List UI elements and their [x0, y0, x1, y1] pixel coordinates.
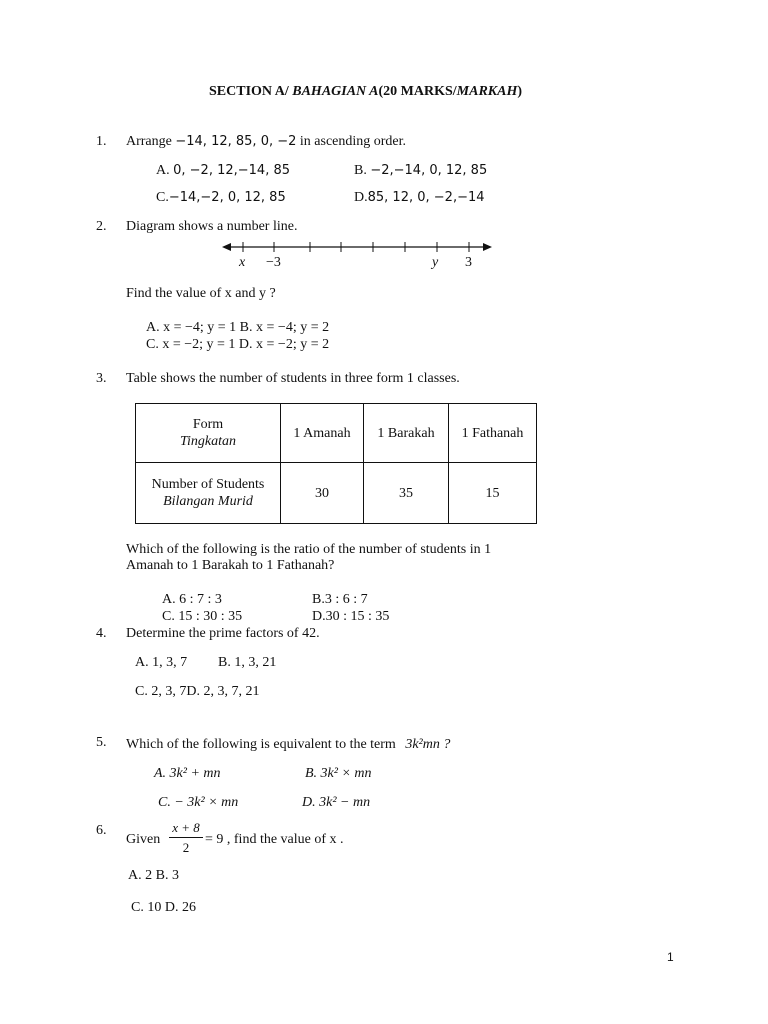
q2-prompt: Find the value of x and y ? — [126, 286, 276, 301]
section-title — [209, 84, 522, 100]
question-number: 5. — [96, 735, 107, 750]
q6-given: Given — [126, 832, 161, 847]
question-number: 4. — [96, 626, 107, 641]
q5-text: Which of the following is equivalent to the term — [126, 737, 396, 752]
q3-option-b: B.3 : 6 : 7 — [312, 592, 368, 607]
section-title-part: BAHAGIAN A — [292, 84, 379, 99]
q1-option-d — [354, 190, 485, 206]
question-number: 2. — [96, 219, 107, 234]
option-value: 0, −2, 12,−14, 85 — [173, 163, 291, 178]
table-cell: 30 — [281, 463, 364, 524]
q6-options-a-b: A. 2 B. 3 — [128, 868, 179, 883]
number-line-label-x: x — [239, 255, 246, 270]
table-row-header-cell — [136, 463, 281, 524]
q6-options-c-d: C. 10 D. 26 — [131, 900, 196, 915]
table-cell: 35 — [364, 463, 449, 524]
question-number: 3. — [96, 371, 107, 386]
q6-numerator: x + 8 — [172, 820, 200, 835]
q5-option-c: C. − 3k² × mn — [158, 795, 239, 810]
q5-term: 3k²mn ? — [405, 737, 451, 752]
q3-option-d: D.30 : 15 : 35 — [312, 609, 390, 624]
question-2-text: Diagram shows a number line. — [126, 219, 298, 234]
q2-options-row-2: C. x = −2; y = 1 D. x = −2; y = 2 — [146, 337, 330, 352]
q3-question-line-2: Amanah to 1 Barakah to 1 Fathanah? — [126, 558, 335, 573]
number-line — [220, 238, 496, 258]
students-table — [135, 403, 537, 524]
q1-option-b — [354, 163, 487, 179]
section-title-part: (20 MARKS/ — [378, 84, 457, 99]
option-label: C. — [156, 190, 169, 205]
table-row-header-text: Number of Students — [151, 477, 265, 492]
q5-option-b: B. 3k² × mn — [305, 766, 372, 781]
table-header-cell: 1 Barakah — [364, 404, 449, 463]
q1-option-a — [156, 163, 290, 179]
q6-rest: = 9 , find the value of x . — [205, 832, 344, 847]
table-header-cell: 1 Amanah — [281, 404, 364, 463]
q2-options-row-1: A. x = −4; y = 1 B. x = −4; y = 2 — [146, 320, 330, 335]
question-1-text — [126, 134, 406, 150]
section-title-part: SECTION A/ — [209, 84, 293, 99]
table-cell: 15 — [449, 463, 537, 524]
q1-option-c — [156, 190, 286, 206]
section-title-part: ) — [517, 84, 523, 99]
left-arrow-icon — [222, 243, 231, 251]
q5-option-d: D. 3k² − mn — [302, 795, 371, 810]
number-line-label-y: y — [432, 255, 439, 270]
q3-option-a: A. 6 : 7 : 3 — [162, 592, 222, 607]
question-4-text: Determine the prime factors of 42. — [126, 626, 320, 641]
table-header-cell — [136, 404, 281, 463]
table-header-text-italic: Tingkatan — [179, 434, 236, 449]
option-value: −2,−14, 0, 12, 85 — [370, 163, 488, 178]
q3-question-line-1: Which of the following is the ratio of the number of students in 1 — [126, 542, 492, 557]
right-arrow-icon — [483, 243, 492, 251]
q1-prefix: Arrange — [126, 134, 172, 149]
option-label: A. — [156, 163, 170, 178]
question-3-text: Table shows the number of students in three form 1 classes. — [126, 371, 460, 386]
option-label: D. — [354, 190, 368, 205]
q3-option-c: C. 15 : 30 : 35 — [162, 609, 243, 624]
question-number: 1. — [96, 134, 107, 149]
number-line-label-minus3: −3 — [266, 255, 281, 270]
fraction-bar — [169, 837, 203, 838]
page-number: 1 — [667, 950, 674, 964]
table-row — [136, 463, 537, 524]
table-row-header-text-italic: Bilangan Murid — [163, 494, 253, 509]
table-header-cell: 1 Fathanah — [449, 404, 537, 463]
q4-option-a: A. 1, 3, 7 — [135, 655, 188, 670]
table-row — [136, 404, 537, 463]
q4-options-c-d: C. 2, 3, 7D. 2, 3, 7, 21 — [135, 684, 260, 699]
q5-option-a: A. 3k² + mn — [154, 766, 221, 781]
q1-list: −14, 12, 85, 0, −2 — [175, 134, 297, 149]
q4-option-b: B. 1, 3, 21 — [218, 655, 277, 670]
q1-suffix: in ascending order. — [299, 134, 407, 149]
option-value: −14,−2, 0, 12, 85 — [168, 190, 286, 205]
option-value: 85, 12, 0, −2,−14 — [367, 190, 485, 205]
question-number: 6. — [96, 823, 107, 838]
number-line-label-3: 3 — [465, 255, 472, 270]
table-header-text: Form — [192, 417, 224, 432]
section-title-part: MARKAH — [456, 84, 518, 99]
question-5-text — [126, 737, 450, 753]
q6-denominator: 2 — [182, 840, 190, 855]
option-label: B. — [354, 163, 367, 178]
